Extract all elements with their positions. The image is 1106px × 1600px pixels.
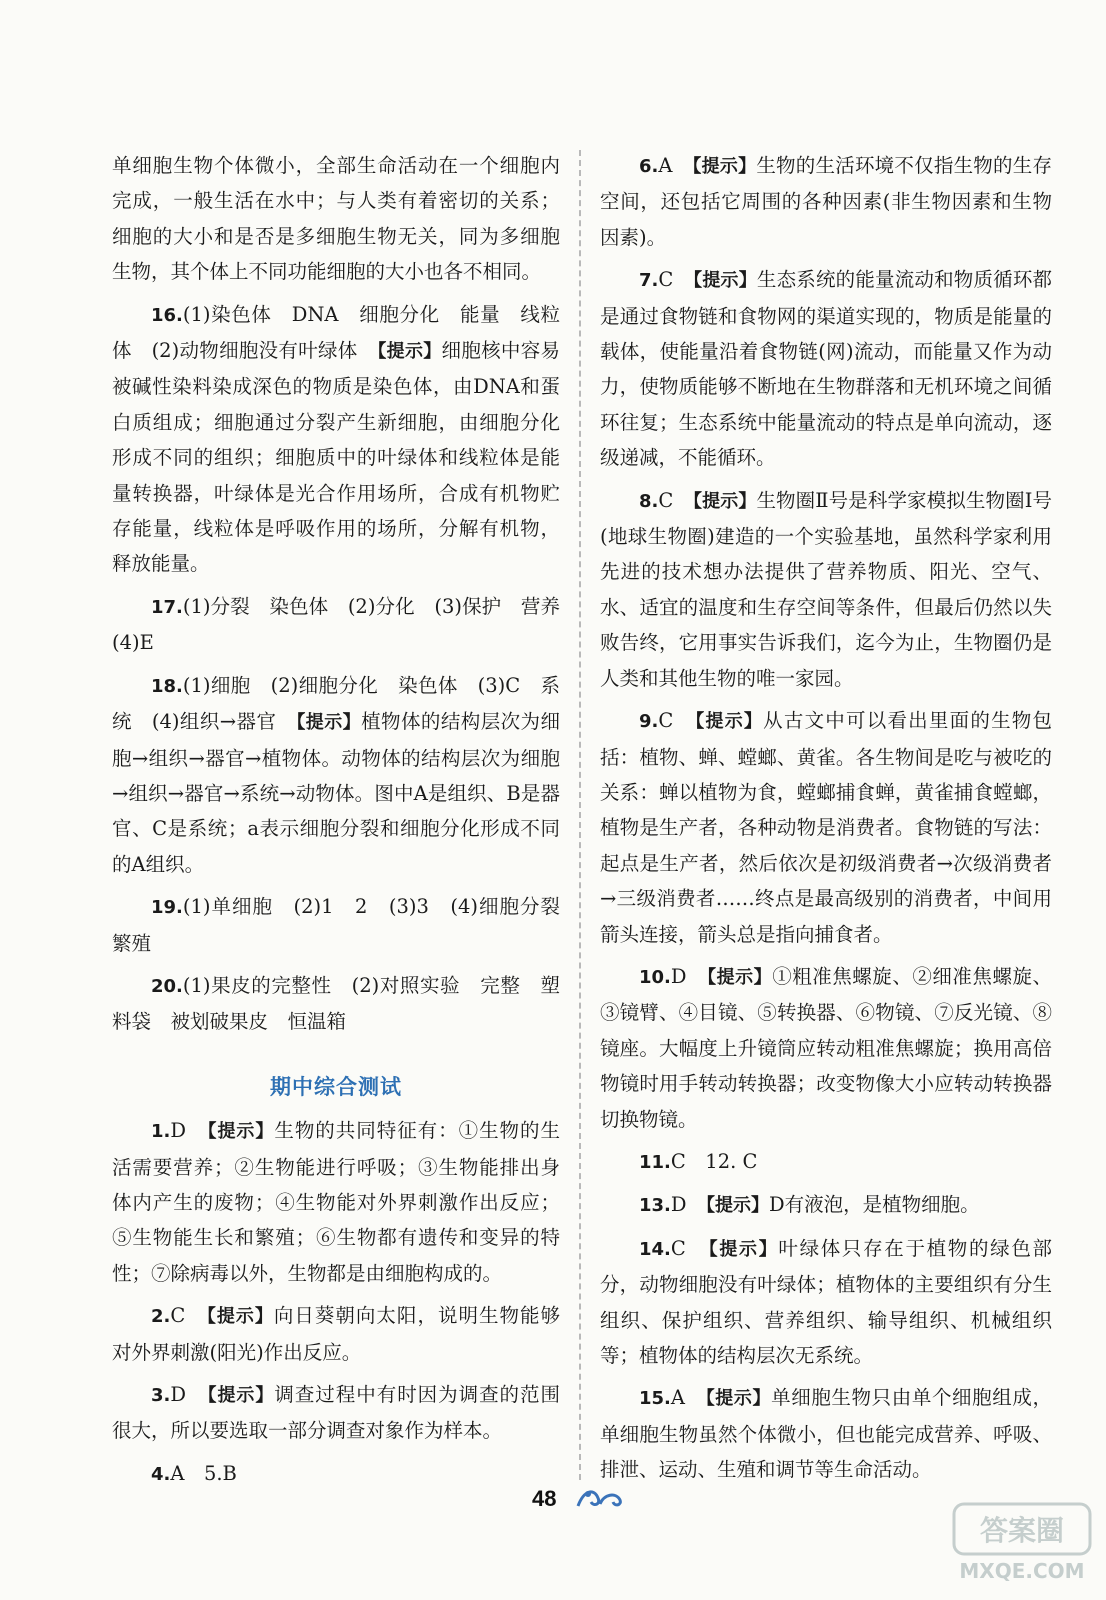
answer-18 [112, 668, 560, 882]
swirl-ornament-icon [574, 1484, 626, 1510]
answer-text: C [658, 268, 694, 292]
answer-number: 3. [151, 1385, 171, 1406]
answer-text: C [658, 488, 694, 512]
answer-8 [600, 483, 1052, 696]
answer-number: 4. [151, 1463, 171, 1485]
hint-label: 【提示】 [708, 1238, 779, 1260]
answer-7 [600, 262, 1052, 475]
right-column [600, 148, 1052, 1495]
answer-13 [600, 1187, 1052, 1223]
hint-text: 生态系统的能量流动和物质循环都是通过食物链和食物网的渠道实现的，物质是能量的载体，使能量沿着食物链(网)流动，而能量又作为动力，使物质能够不断地在生物群落和无机环境之间循环往复；生态系统中能量流动的特点是单向流动，逐级递减，不能循环。 [600, 268, 1053, 470]
answer-text: (1)单细胞 (2)1 2 (3)3 (4)细胞分裂 繁殖 [112, 895, 580, 955]
answer-text: D [170, 1119, 208, 1143]
answer-text: A [670, 1386, 706, 1410]
answer-1 [112, 1113, 560, 1291]
hint-text: 生物圈Ⅱ号是科学家模拟生物圈Ⅰ号(地球生物圈)建造的一个实验基地，虽然科学家利用先进的技术想办法提供了营养物质、阳光、空气、水、适宜的温度和生存空间等条件，但最后仍然以失败告终，它用事实告诉我们，迄今为止，生物圈仍是人类和其他生物的唯一家园。 [600, 488, 1053, 690]
hint-label: 【提示】 [692, 156, 757, 177]
svg-text:MXQE.COM: MXQE.COM [959, 1559, 1085, 1583]
answer-text: C 12. C [670, 1149, 758, 1173]
continued-paragraph: 单细胞生物个体微小，全部生命活动在一个细胞内完成，一般生活在水中；与人类有着密切的关系；细胞的大小和是否是多细胞生物无关，同为多细胞生物，其个体上不同功能细胞的大小也各不相同。 [112, 154, 560, 284]
answer-4-5 [112, 1456, 560, 1492]
hint-label: 【提示】 [207, 1385, 275, 1406]
answer-text: (1)果皮的完整性 (2)对照实验 完整 塑料袋 被划破果皮 恒温箱 [112, 973, 560, 1034]
hint-label: 【提示】 [693, 490, 757, 512]
answer-text: D [170, 1383, 208, 1406]
answer-text: A 5.B [170, 1461, 237, 1485]
answer-text: C [670, 1236, 709, 1260]
answer-2 [112, 1298, 560, 1370]
section-title: 期中综合测试 [270, 1074, 402, 1099]
answer-text: C [658, 709, 696, 733]
answer-number: 18. [151, 675, 183, 697]
answer-number: 7. [639, 270, 659, 292]
hint-label: 【提示】 [207, 1121, 275, 1143]
answer-text: (1)染色体 DNA 细胞分化 能量 线粒体 (2)动物细胞没有叶绿体 [112, 302, 560, 363]
answer-text: (1)细胞 (2)细胞分化 染色体 (3)C 系统 (4)组织→器官 [112, 673, 560, 734]
answer-number: 10. [639, 966, 671, 988]
answer-19 [112, 889, 580, 961]
answer-text: C [170, 1304, 207, 1328]
answer-number: 9. [639, 711, 659, 733]
answer-14 [600, 1231, 1052, 1374]
hint-text: 单细胞生物只由单个细胞组成，单细胞生物虽然个体微小，但也能完成营养、呼吸、排泄、运动、生殖和调节等生命活动。 [600, 1386, 1052, 1482]
answer-number: 19. [151, 897, 183, 919]
hint-text: 叶绿体只存在于植物的绿色部分，动物细胞没有叶绿体；植物体的主要组织有分生组织、保护组织、营养组织、输导组织、机械组织等；植物体的结构层次无系统。 [600, 1236, 1053, 1367]
hint-text: 调查过程中有时因为调查的范围很大，所以要选取一部分调查对象作为样本。 [112, 1383, 560, 1443]
hint-label: 【提示】 [206, 1306, 274, 1328]
answer-number: 11. [639, 1151, 671, 1173]
hint-label: 【提示】 [296, 712, 362, 734]
hint-label: 【提示】 [695, 711, 764, 733]
answer-number: 13. [639, 1195, 671, 1217]
answer-20 [112, 968, 560, 1040]
answer-17 [112, 589, 580, 661]
answer-3 [112, 1377, 560, 1449]
answer-6 [600, 148, 1052, 255]
answer-number: 2. [151, 1306, 171, 1328]
hint-label: 【提示】 [705, 1388, 772, 1410]
answer-number: 17. [151, 596, 183, 618]
answer-number: 20. [151, 975, 183, 997]
answer-text: D [670, 964, 708, 988]
hint-text: 植物体的结构层次为细胞→组织→器官→植物体。动物体的结构层次为细胞→组织→器官→系统→动物体。图中A是组织、B是器官、C是系统；a表示细胞分裂和细胞分化形成不同的A组织。 [112, 710, 560, 876]
hint-text: 细胞核中容易被碱性染料染成深色的物质是染色体，由DNA和蛋白质组成；细胞通过分裂产生新细胞，由细胞分化形成不同的组织；细胞质中的叶绿体和线粒体是能量转换器，叶绿体是光合作用场所，合成有机物贮存能量，线粒体是呼吸作用的场所，分解有机物，释放能量。 [112, 339, 560, 576]
answer-15 [600, 1380, 1052, 1487]
watermark-logo-icon [948, 1498, 1098, 1588]
hint-label: 【提示】 [693, 270, 757, 292]
hint-label: 【提示】 [377, 341, 442, 363]
answer-number: 6. [639, 156, 659, 177]
answer-number: 15. [639, 1388, 671, 1410]
answer-text: A [658, 154, 693, 177]
hint-label: 【提示】 [707, 966, 773, 988]
answer-number: 8. [639, 490, 659, 512]
answer-text: D [670, 1193, 707, 1217]
hint-text: 生物的共同特征有：①生物的生活需要营养；②生物能进行呼吸；③生物能排出身体内产生的废物；④生物能对外界刺激作出反应；⑤生物能生长和繁殖；⑥生物都有遗传和变异的特性；⑦除病毒以外，生物都是由细胞构成的。 [112, 1119, 560, 1285]
svg-text:答案圈: 答案圈 [979, 1514, 1065, 1547]
answer-number: 1. [151, 1121, 171, 1143]
page-number: 48 [532, 1486, 557, 1511]
hint-text: 向日葵朝向太阳，说明生物能够对外界刺激(阳光)作出反应。 [112, 1304, 561, 1364]
left-column [112, 148, 580, 1499]
hint-label: 【提示】 [706, 1195, 770, 1217]
hint-text: 从古文中可以看出里面的生物包括：植物、蝉、螳螂、黄雀。各生物间是吃与被吃的关系：蝉以植物为食，螳螂捕食蝉，黄雀捕食螳螂，植物是生产者，各种动物是消费者。食物链的写法：起点是生产者，然后依次是初级消费者→次级消费者→三级消费者……终点是最高级别的消费者，中间用箭头连接，箭头总是指向捕食者。 [600, 709, 1053, 946]
answer-text: (1)分裂 染色体 (2)分化 (3)保护 营养 (4)E [112, 594, 580, 655]
answer-16 [112, 297, 560, 582]
hint-text: D有液泡，是植物细胞。 [769, 1193, 980, 1217]
answer-number: 16. [151, 304, 183, 326]
column-divider [579, 150, 581, 1480]
hint-text: ①粗准焦螺旋、②细准焦螺旋、③镜臂、④目镜、⑤转换器、⑥物镜、⑦反光镜、⑧镜座。大幅度上升镜筒应转动粗准焦螺旋；换用高倍物镜时用手转动转换器；改变物像大小应转动转换器切换物镜。 [600, 964, 1052, 1131]
hint-text: 生物的生活环境不仅指生物的生存空间，还包括它周围的各种因素(非生物因素和生物因素)。 [600, 154, 1052, 249]
answer-10 [600, 959, 1052, 1137]
answer-9 [600, 703, 1052, 952]
answer-number: 14. [639, 1238, 671, 1260]
answer-11-12 [600, 1144, 1052, 1180]
